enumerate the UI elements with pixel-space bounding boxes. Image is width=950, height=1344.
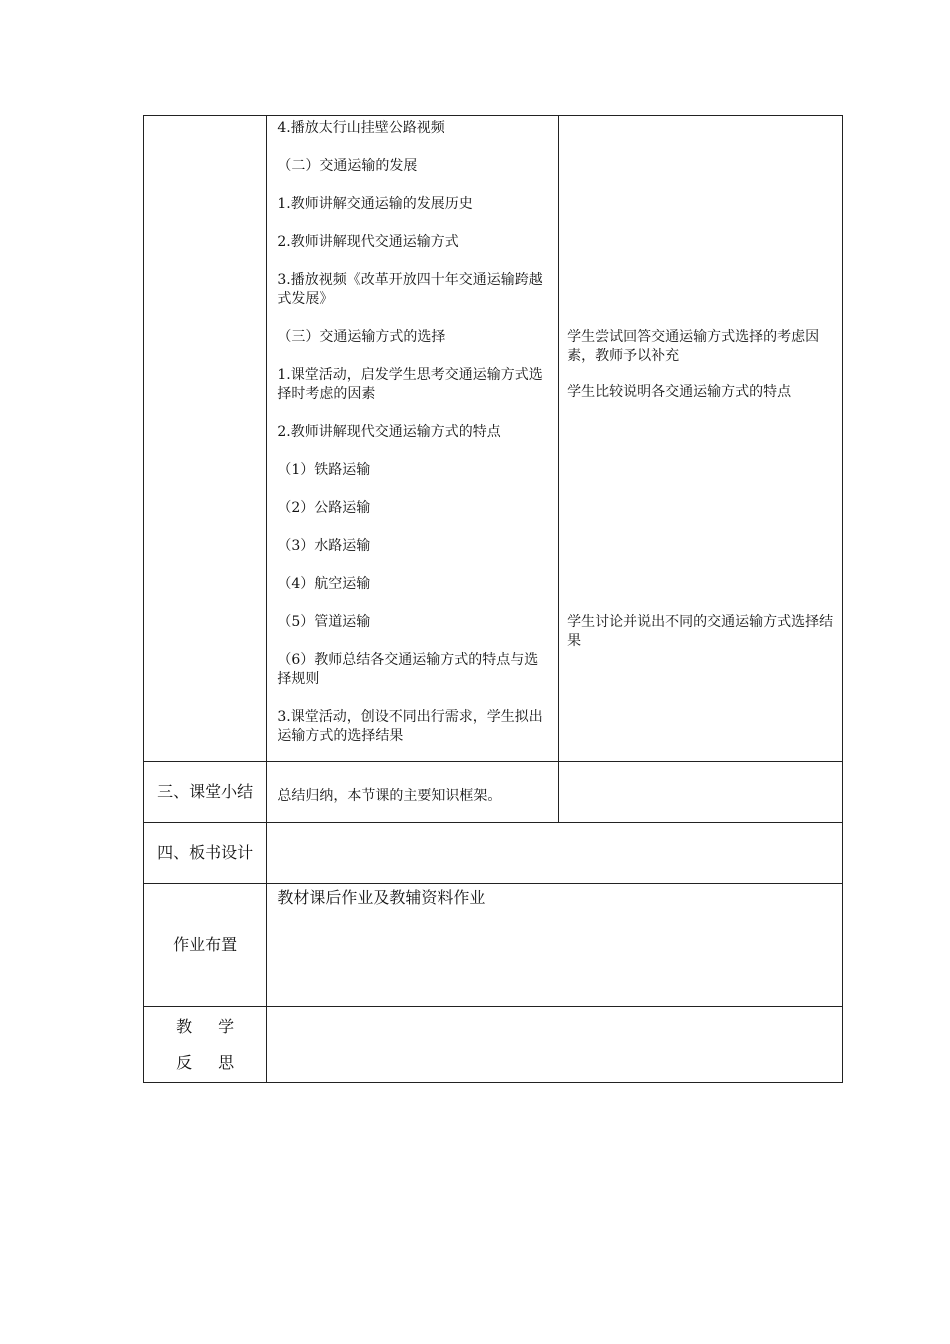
activity-item: （三）交通运输方式的选择 — [277, 329, 446, 345]
homework-content-cell — [267, 884, 843, 1007]
activity-item: （4）航空运输 — [277, 576, 371, 592]
lesson-plan-table — [143, 115, 843, 1083]
reflection-label-cell — [144, 1007, 267, 1083]
summary-content-cell — [267, 762, 559, 823]
activity-item: （二）交通运输的发展 — [277, 158, 418, 174]
student-activities-cell — [559, 116, 843, 762]
activity-list — [267, 116, 558, 756]
student-response: 学生比较说明各交通运输方式的特点 — [567, 384, 792, 400]
activity-item: 2.教师讲解现代交通运输方式 — [277, 234, 459, 250]
student-response-list — [559, 116, 842, 761]
homework-row — [144, 884, 843, 1007]
class-summary-row — [144, 762, 843, 823]
homework-content: 教材课后作业及教辅资料作业 — [277, 888, 486, 907]
activity-item: （6）教师总结各交通运输方式的特点与选择规则 — [277, 652, 539, 687]
homework-label: 作业布置 — [144, 884, 267, 1007]
reflection-content-cell — [267, 1007, 843, 1083]
board-design-row — [144, 823, 843, 884]
teacher-activities-cell — [267, 116, 559, 762]
student-response: 学生尝试回答交通运输方式选择的考虑因素，教师予以补充 — [567, 329, 820, 364]
activity-item: 3.课堂活动，创设不同出行需求，学生拟出运输方式的选择结果 — [277, 709, 543, 744]
activity-item: 3.播放视频《改革开放四十年交通运输跨越式发展》 — [277, 272, 543, 307]
summary-content: 总结归纳，本节课的主要知识框架。 — [277, 788, 502, 804]
activity-item: 1.课堂活动，启发学生思考交通运输方式选择时考虑的因素 — [277, 367, 543, 402]
teaching-process-row — [144, 116, 843, 762]
summary-label: 三、课堂小结 — [144, 762, 267, 823]
board-design-label: 四、板书设计 — [144, 823, 267, 884]
summary-empty-cell — [559, 762, 843, 823]
activity-item: 4.播放太行山挂壁公路视频 — [277, 120, 445, 136]
activity-item: （1）铁路运输 — [277, 462, 371, 478]
process-label-cell — [144, 116, 267, 762]
teaching-reflection-row — [144, 1007, 843, 1083]
activity-item: （2）公路运输 — [277, 500, 371, 516]
student-response: 学生讨论并说出不同的交通运输方式选择结果 — [567, 614, 834, 649]
activity-item: 1.教师讲解交通运输的发展历史 — [277, 196, 473, 212]
activity-item: 2.教师讲解现代交通运输方式的特点 — [277, 424, 501, 440]
board-design-content-cell — [267, 823, 843, 884]
activity-item: （5）管道运输 — [277, 614, 371, 630]
reflection-label-line2: 反思 — [176, 1052, 261, 1072]
activity-item: （3）水路运输 — [277, 538, 371, 554]
reflection-label-line1: 教学 — [176, 1016, 261, 1036]
